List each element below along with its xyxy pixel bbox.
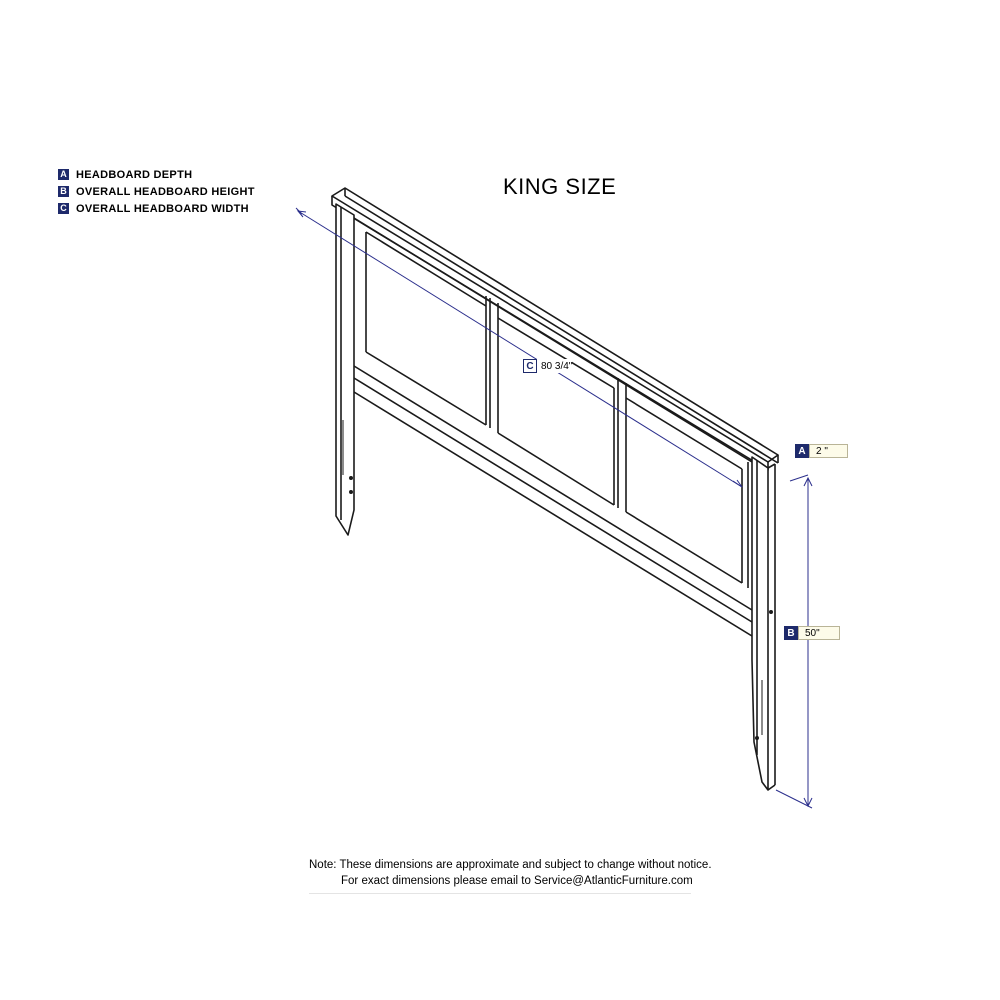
panel-1-bottom bbox=[366, 352, 486, 425]
right-post-bolt-2 bbox=[756, 737, 758, 739]
panel-top-inner bbox=[354, 218, 752, 462]
right-post-bolt-1 bbox=[770, 611, 772, 613]
legend-label-width: OVERALL HEADBOARD WIDTH bbox=[76, 202, 249, 215]
width-dimension-line bbox=[298, 211, 742, 487]
bottom-rail-bottom bbox=[354, 392, 752, 636]
legend-label-depth: HEADBOARD DEPTH bbox=[76, 168, 193, 181]
note-divider bbox=[309, 893, 691, 894]
height-extension-bottom bbox=[776, 790, 812, 808]
depth-callout-value: 2 " bbox=[809, 444, 848, 458]
panel-2-bottom bbox=[498, 433, 614, 505]
width-callout-value: 80 3/4" bbox=[537, 359, 572, 373]
headboard-outline bbox=[332, 188, 778, 790]
panel-3-bottom bbox=[626, 512, 742, 583]
legend-label-height: OVERALL HEADBOARD HEIGHT bbox=[76, 185, 255, 198]
depth-dimension-line bbox=[790, 475, 808, 481]
height-callout-key: B bbox=[784, 626, 798, 640]
height-callout-value: 50" bbox=[798, 626, 840, 640]
left-post-bolt-2 bbox=[350, 491, 352, 493]
note-line-2: For exact dimensions please email to Service@AtlanticFurniture.com bbox=[341, 875, 693, 887]
left-post-bolt-1 bbox=[350, 477, 352, 479]
legend-key-b: B bbox=[58, 186, 69, 197]
page-title: KING SIZE bbox=[503, 174, 617, 199]
right-post-top bbox=[768, 464, 775, 468]
width-callout bbox=[523, 359, 572, 373]
width-callout-key: C bbox=[523, 359, 537, 373]
right-post bbox=[752, 457, 768, 790]
depth-callout bbox=[795, 444, 848, 458]
depth-callout-key: A bbox=[795, 444, 809, 458]
legend-key-c: C bbox=[58, 203, 69, 214]
note-line-1: Note: These dimensions are approximate and subject to change without notice. bbox=[309, 859, 712, 871]
top-rail-cap-lower bbox=[345, 196, 778, 463]
top-rail-cap-front bbox=[332, 196, 768, 470]
dimension-lines bbox=[296, 208, 812, 808]
disclaimer-note bbox=[309, 857, 712, 889]
right-post-foot bbox=[768, 785, 775, 790]
legend-key-a: A bbox=[58, 169, 69, 180]
height-callout bbox=[784, 626, 840, 640]
left-post bbox=[336, 204, 354, 535]
width-arrow-right bbox=[733, 480, 742, 487]
